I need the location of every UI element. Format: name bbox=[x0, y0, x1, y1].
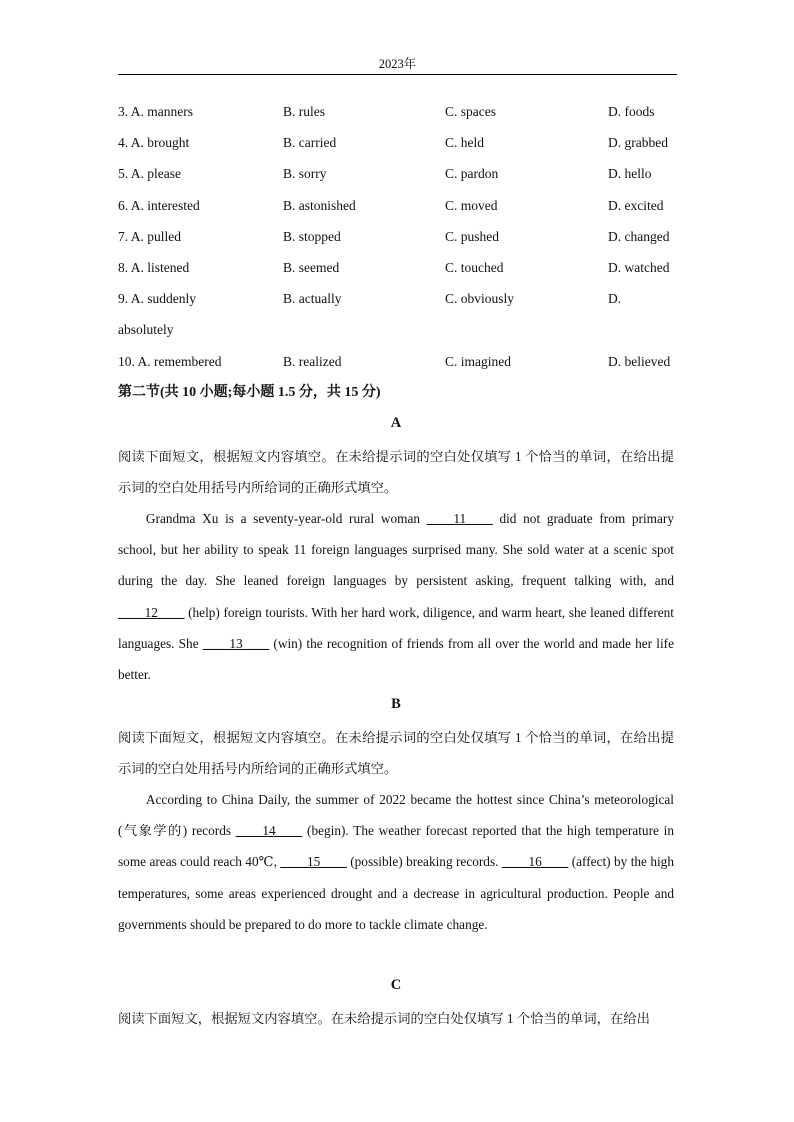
passage-a-body bbox=[118, 503, 674, 690]
section-title: 第二节(共 10 小题;每小题 1.5 分，共 15 分) bbox=[118, 385, 381, 400]
text: Grandma Xu is a seventy-year-old rural woman bbox=[145, 511, 427, 526]
option-a: 3. A. manners bbox=[118, 104, 193, 119]
option-a: 6. A. interested bbox=[118, 197, 200, 213]
option-a: 8. A. listened bbox=[118, 259, 190, 275]
option-a: 7. A. pulled bbox=[118, 228, 181, 244]
option-d: D. changed bbox=[608, 228, 670, 244]
passage-a-heading: A bbox=[390, 415, 402, 431]
option-b: B. actually bbox=[283, 291, 342, 307]
option-c: C. moved bbox=[445, 197, 498, 213]
option-row-8 bbox=[118, 252, 678, 283]
option-b: B. rules bbox=[283, 104, 325, 119]
option-row-5 bbox=[118, 158, 678, 189]
passage-a-instruction: 阅读下面短文，根据短文内容填空。在未给提示词的空白处仅填写 1 个恰当的单词，在给出提示词的空白处用括号内所给词的正确形式填空。 bbox=[118, 449, 674, 496]
blank-15: ____15____ bbox=[280, 854, 347, 870]
option-d: D. bbox=[608, 291, 622, 307]
passage-c-heading: C bbox=[390, 977, 402, 993]
option-c: C. held bbox=[445, 135, 484, 151]
option-d: D. hello bbox=[608, 166, 652, 182]
option-a: 5. A. please bbox=[118, 166, 181, 182]
option-a: 9. A. suddenly bbox=[118, 291, 197, 307]
option-d: D. foods bbox=[608, 104, 655, 119]
option-b: B. seemed bbox=[283, 259, 340, 275]
option-c: C. pardon bbox=[445, 166, 499, 182]
option-row-7 bbox=[118, 221, 678, 252]
blank-16: ____16____ bbox=[501, 854, 569, 870]
header-title: 2023年 bbox=[378, 57, 417, 71]
option-b: B. carried bbox=[283, 135, 337, 151]
option-c: C. imagined bbox=[445, 353, 511, 369]
page-header bbox=[118, 54, 677, 75]
text: (affect) by the high temperatures, some areas experienced drought and a decrease in agricultural production. People and governments should be prepared to do more to tackle climate change. bbox=[118, 854, 674, 932]
option-c: C. pushed bbox=[445, 228, 499, 244]
option-row-3 bbox=[118, 96, 678, 127]
text: According to China Daily, the summer of 2022 became the hottest since China’s meteorological (气象学的) records bbox=[118, 792, 674, 839]
option-c: C. touched bbox=[445, 259, 504, 275]
option-row-10 bbox=[118, 346, 678, 377]
option-row-6 bbox=[118, 190, 678, 221]
blank-13: ____13____ bbox=[202, 635, 270, 651]
option-d: D. watched bbox=[608, 259, 670, 275]
blank-11: ____11____ bbox=[426, 511, 493, 526]
text: (win) the recognition of friends from all over the world and made her life better. bbox=[118, 635, 674, 683]
option-b: B. realized bbox=[283, 353, 342, 369]
option-c: C. obviously bbox=[445, 291, 515, 307]
option-b: B. astonished bbox=[283, 197, 356, 213]
text: (begin). The weather forecast reported that the high temperature in some areas could reach 40℃, bbox=[118, 823, 674, 870]
blank-12: ____12____ bbox=[118, 604, 185, 620]
option-b: B. sorry bbox=[283, 166, 327, 182]
option-a: 4. A. brought bbox=[118, 135, 190, 151]
option-d: D. believed bbox=[608, 353, 671, 369]
blank-14: ____14____ bbox=[235, 823, 303, 839]
text: (help) foreign tourists. With her hard work, diligence, and warm heart, she leaned different languages. She bbox=[118, 604, 674, 651]
option-d: D. grabbed bbox=[608, 135, 668, 151]
option-d: D. excited bbox=[608, 197, 664, 213]
text: (possible) breaking records. bbox=[346, 854, 502, 870]
option-row-9 bbox=[118, 283, 678, 314]
option-a: 10. A. remembered bbox=[118, 353, 222, 369]
options-list bbox=[118, 96, 678, 377]
passage-b-instruction: 阅读下面短文，根据短文内容填空。在未给提示词的空白处仅填写 1 个恰当的单词，在给出提示词的空白处用括号内所给词的正确形式填空。 bbox=[118, 730, 674, 777]
option-row-4 bbox=[118, 127, 678, 158]
text: did not graduate from primary school, but her ability to speak 11 foreign languages surprised many. She sold water at a scenic spot during the day. She leaned foreign languages by persistent asking, frequent talking with, and bbox=[118, 511, 674, 589]
option-d-wrapped-text: absolutely bbox=[118, 322, 174, 338]
passage-b-heading: B bbox=[391, 696, 401, 712]
option-b: B. stopped bbox=[283, 228, 341, 244]
passage-c-instruction: 阅读下面短文，根据短文内容填空。在未给提示词的空白处仅填写 1 个恰当的单词，在给出 bbox=[118, 1011, 650, 1026]
passage-b-body bbox=[118, 784, 674, 940]
option-c: C. spaces bbox=[445, 104, 496, 119]
